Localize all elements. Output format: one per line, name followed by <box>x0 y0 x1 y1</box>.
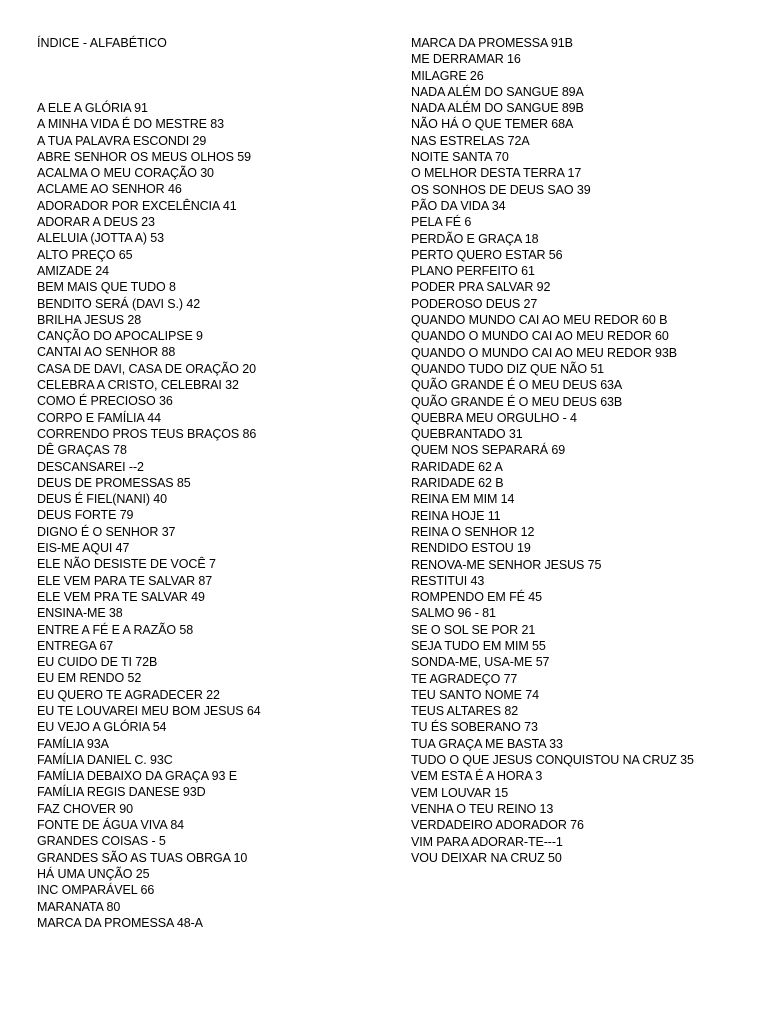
index-entry: ROMPENDO EM FÉ 45 <box>411 590 542 605</box>
index-entry: FAMÍLIA DEBAIXO DA GRAÇA 93 E <box>37 769 237 784</box>
index-entry: COMO É PRECIOSO 36 <box>37 394 173 409</box>
index-entry: DIGNO É O SENHOR 37 <box>37 524 176 539</box>
index-entry: REINA O SENHOR 12 <box>411 524 535 539</box>
index-entry: ELE VEM PARA TE SALVAR 87 <box>37 573 213 588</box>
index-entry: FAMÍLIA 93A <box>37 736 109 751</box>
index-entry: MARANATA 80 <box>37 899 121 914</box>
index-entry: OS SONHOS DE DEUS SAO 39 <box>411 182 591 197</box>
index-entry: QUEBRA MEU ORGULHO - 4 <box>411 410 577 425</box>
index-entry: VEM LOUVAR 15 <box>411 785 509 800</box>
index-entry: EU TE LOUVAREI MEU BOM JESUS 64 <box>37 703 261 718</box>
index-entry: A ELE A GLÓRIA 91 <box>37 101 148 115</box>
index-entry: RARIDADE 62 A <box>411 459 503 474</box>
index-entry: TEU SANTO NOME 74 <box>411 687 539 702</box>
index-entry: FONTE DE ÁGUA VIVA 84 <box>37 818 185 833</box>
index-entry: BENDITO SERÁ (DAVI S.) 42 <box>37 296 201 311</box>
index-entry: EU EM RENDO 52 <box>37 671 142 686</box>
index-entry: QUEM NOS SEPARARÁ 69 <box>411 443 566 458</box>
index-entry: TEUS ALTARES 82 <box>411 704 519 719</box>
index-entry: PLANO PERFEITO 61 <box>411 264 535 279</box>
index-entry: RESTITUI 43 <box>411 573 485 588</box>
index-entry: ELE NÃO DESISTE DE VOCÊ 7 <box>37 557 216 572</box>
index-entry: QUANDO MUNDO CAI AO MEU REDOR 60 B <box>411 313 668 328</box>
index-entry: NAS ESTRELAS 72A <box>411 133 530 148</box>
index-entry: RENOVA-ME SENHOR JESUS 75 <box>411 557 602 572</box>
index-entry: DEUS É FIEL(NANI) 40 <box>37 492 167 507</box>
index-entry: RENDIDO ESTOU 19 <box>411 541 531 556</box>
index-entry: VOU DEIXAR NA CRUZ 50 <box>411 850 562 865</box>
index-entry: VERDADEIRO ADORADOR 76 <box>411 818 584 833</box>
index-entry: REINA EM MIM 14 <box>411 492 515 507</box>
index-entry: ACALMA O MEU CORAÇÃO 30 <box>37 166 214 181</box>
index-entry: A MINHA VIDA É DO MESTRE 83 <box>37 117 224 132</box>
index-entry: SALMO 96 - 81 <box>411 606 496 621</box>
index-entry: O MELHOR DESTA TERRA 17 <box>411 166 582 181</box>
index-entry: QUEBRANTADO 31 <box>411 427 523 442</box>
index-entry: EU QUERO TE AGRADECER 22 <box>37 687 220 702</box>
index-entry: VIM PARA ADORAR-TE---1 <box>411 834 563 849</box>
index-entry: ENTRE A FÉ E A RAZÃO 58 <box>37 622 194 637</box>
index-entry: EU CUIDO DE TI 72B <box>37 655 158 670</box>
index-entry: HÁ UMA UNÇÃO 25 <box>37 866 150 881</box>
index-entry: DÊ GRAÇAS 78 <box>37 443 127 458</box>
index-entry: TU ÉS SOBERANO 73 <box>411 720 538 735</box>
index-entry: INC OMPARÁVEL 66 <box>37 883 155 898</box>
index-entry: BRILHA JESUS 28 <box>37 312 142 327</box>
index-entry: TUDO O QUE JESUS CONQUISTOU NA CRUZ 35 <box>411 753 694 768</box>
index-entry: DEUS FORTE 79 <box>37 508 134 523</box>
index-entry: GRANDES COISAS - 5 <box>37 834 166 849</box>
index-column-left <box>37 100 261 931</box>
index-entry: ENTREGA 67 <box>37 638 114 653</box>
index-entry: CANÇÃO DO APOCALIPSE 9 <box>37 329 203 344</box>
index-entry: PERTO QUERO ESTAR 56 <box>411 247 563 262</box>
index-entry: FAMÍLIA DANIEL C. 93C <box>37 752 173 767</box>
index-entry: ADORAR A DEUS 23 <box>37 215 155 230</box>
index-entry: RARIDADE 62 B <box>411 476 504 491</box>
index-entry: A TUA PALAVRA ESCONDI 29 <box>37 133 207 148</box>
index-entry: QUANDO O MUNDO CAI AO MEU REDOR 60 <box>411 329 669 344</box>
index-entry: CORRENDO PROS TEUS BRAÇOS 86 <box>37 426 257 441</box>
index-entry: NÃO HÁ O QUE TEMER 68A <box>411 117 574 132</box>
index-entry: REINA HOJE 11 <box>411 508 501 523</box>
index-entry: DESCANSAREI --2 <box>37 459 144 474</box>
index-entry: PODEROSO DEUS 27 <box>411 296 538 311</box>
index-entry: EIS-ME AQUI 47 <box>37 541 130 556</box>
index-entry: CELEBRA A CRISTO, CELEBRAI 32 <box>37 378 239 393</box>
index-column-right <box>411 35 694 866</box>
index-entry: CANTAI AO SENHOR 88 <box>37 345 176 360</box>
index-entry: ELE VEM PRA TE SALVAR 49 <box>37 589 205 604</box>
index-entry: ENSINA-ME 38 <box>37 606 123 621</box>
index-entry: VEM ESTA É A HORA 3 <box>411 769 543 784</box>
index-entry: NOITE SANTA 70 <box>411 150 509 165</box>
index-entry: QUANDO TUDO DIZ QUE NÃO 51 <box>411 361 605 376</box>
index-entry: QUANDO O MUNDO CAI AO MEU REDOR 93B <box>411 345 677 360</box>
page-title: ÍNDICE - ALFABÉTICO <box>37 36 167 50</box>
index-entry: FAMÍLIA REGIS DANESE 93D <box>37 785 206 800</box>
index-entry: FAZ CHOVER 90 <box>37 801 133 816</box>
index-entry: ALELUIA (JOTTA A) 53 <box>37 231 164 246</box>
index-entry: NADA ALÉM DO SANGUE 89A <box>411 84 584 99</box>
index-entry: TE AGRADEÇO 77 <box>411 671 518 686</box>
index-entry: SONDA-ME, USA-ME 57 <box>411 655 550 670</box>
index-entry: QUÃO GRANDE É O MEU DEUS 63B <box>411 394 623 409</box>
index-entry: AMIZADE 24 <box>37 263 109 278</box>
index-entry: ALTO PREÇO 65 <box>37 247 133 262</box>
index-entry: GRANDES SÃO AS TUAS OBRGA 10 <box>37 850 248 865</box>
index-entry: MILAGRE 26 <box>411 68 484 83</box>
index-entry: PÃO DA VIDA 34 <box>411 198 506 213</box>
index-entry: CORPO E FAMÍLIA 44 <box>37 410 161 425</box>
index-entry: ACLAME AO SENHOR 46 <box>37 182 182 197</box>
index-entry: BEM MAIS QUE TUDO 8 <box>37 280 176 295</box>
index-entry: ME DERRAMAR 16 <box>411 52 521 67</box>
index-entry: PODER PRA SALVAR 92 <box>411 280 551 295</box>
index-entry: QUÃO GRANDE É O MEU DEUS 63A <box>411 378 623 393</box>
index-entry: CASA DE DAVI, CASA DE ORAÇÃO 20 <box>37 361 256 376</box>
index-entry: MARCA DA PROMESSA 48-A <box>37 915 203 930</box>
index-entry: MARCA DA PROMESSA 91B <box>411 36 573 50</box>
index-entry: SEJA TUDO EM MIM 55 <box>411 638 546 653</box>
index-entry: PELA FÉ 6 <box>411 215 472 230</box>
index-entry: ADORADOR POR EXCELÊNCIA 41 <box>37 198 237 213</box>
index-entry: VENHA O TEU REINO 13 <box>411 801 554 816</box>
index-entry: NADA ALÉM DO SANGUE 89B <box>411 101 584 116</box>
index-entry: SE O SOL SE POR 21 <box>411 622 536 637</box>
index-entry: ABRE SENHOR OS MEUS OLHOS 59 <box>37 149 251 164</box>
index-entry: TUA GRAÇA ME BASTA 33 <box>411 736 563 751</box>
index-entry: EU VEJO A GLÓRIA 54 <box>37 720 167 735</box>
index-entry: PERDÃO E GRAÇA 18 <box>411 231 539 246</box>
index-entry: DEUS DE PROMESSAS 85 <box>37 475 191 490</box>
